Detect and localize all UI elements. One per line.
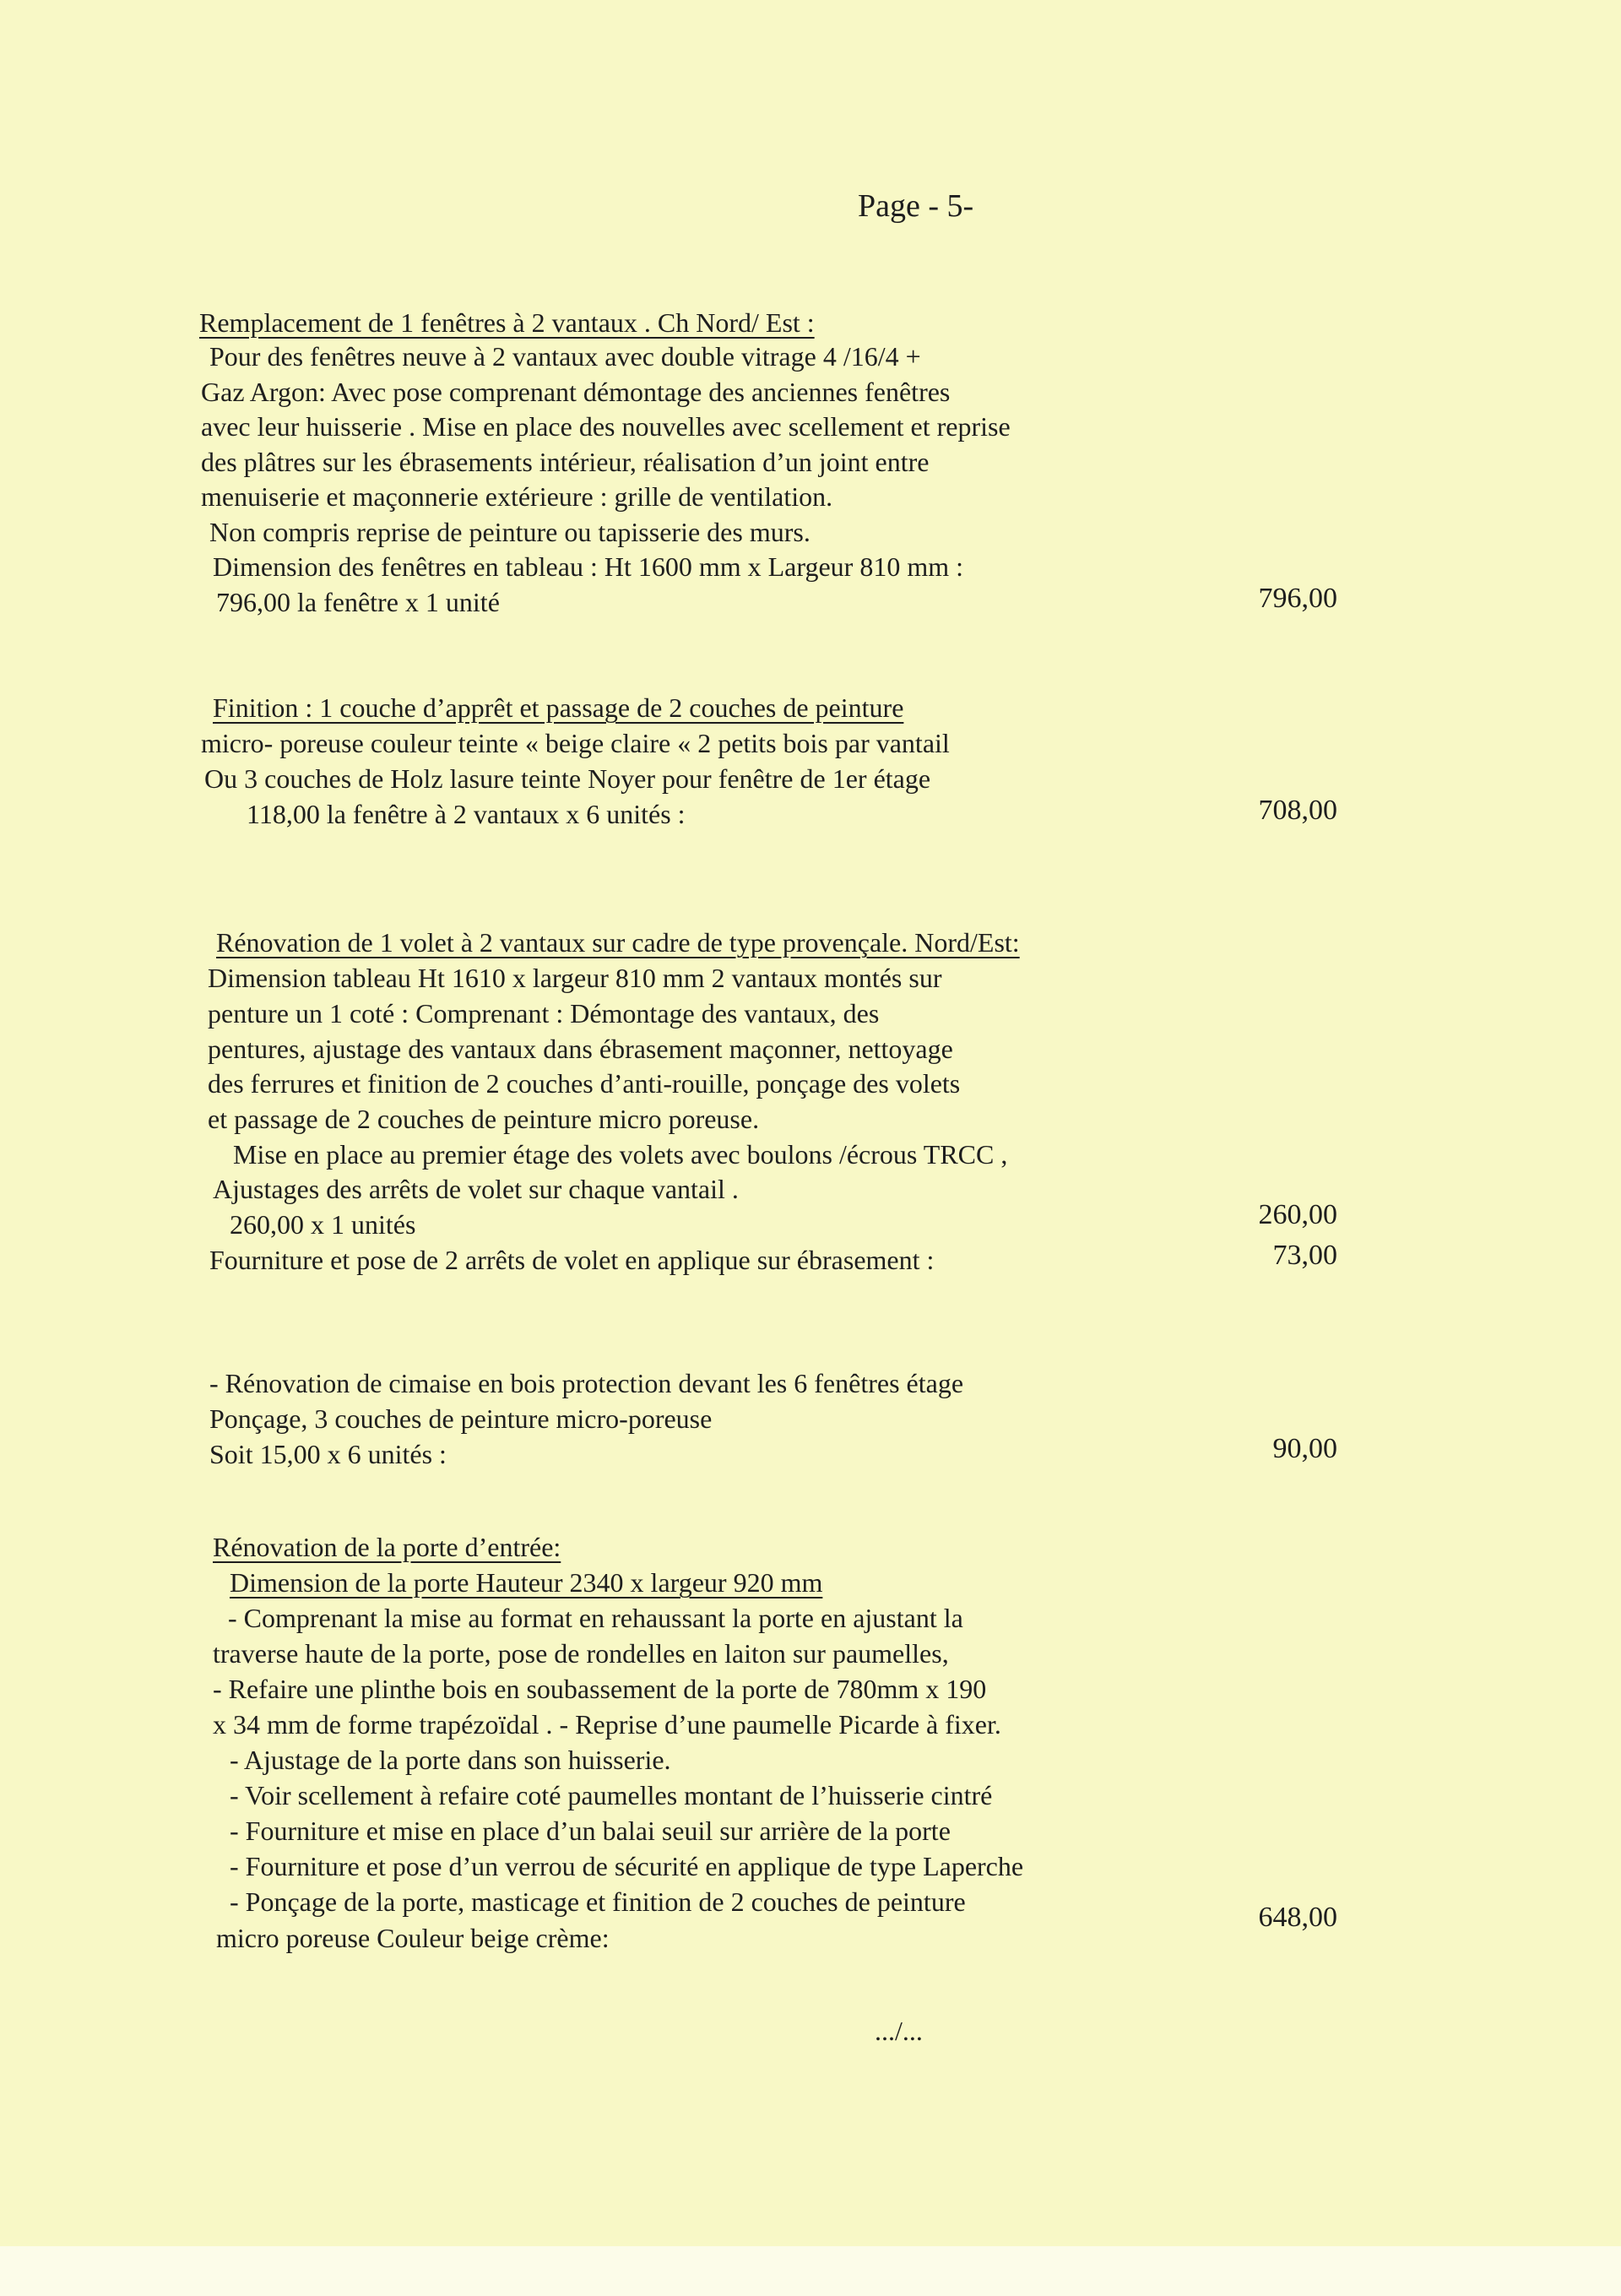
description-line: traverse haute de la porte, pose de rondelles en laiton sur paumelles,: [213, 1638, 949, 1669]
page-number: Page - 5-: [858, 188, 974, 224]
section-title: Finition : 1 couche d’apprêt et passage de 2 couches de peinture: [213, 692, 904, 723]
section-title: Remplacement de 1 fenêtres à 2 vantaux . Ch Nord/ Est :: [199, 307, 815, 338]
section-subtitle: Dimension de la porte Hauteur 2340 x largeur 920 mm: [230, 1567, 823, 1598]
supply-line: Fourniture et pose de 2 arrêts de volet en applique sur ébrasement :: [209, 1245, 935, 1275]
section-title: Rénovation de la porte d’entrée:: [213, 1532, 561, 1562]
description-line: Ajustages des arrêts de volet sur chaque vantail .: [213, 1174, 739, 1204]
description-line: Mise en place au premier étage des volets avec boulons /écrous TRCC ,: [233, 1139, 1008, 1170]
description-line: Non compris reprise de peinture ou tapisserie des murs.: [209, 517, 810, 547]
line-amount: 260,00: [1258, 1199, 1337, 1230]
line-amount: 796,00: [1258, 583, 1337, 614]
line-amount: 90,00: [1272, 1433, 1337, 1464]
description-line: Ou 3 couches de Holz lasure teinte Noyer pour fenêtre de 1er étage: [204, 763, 931, 794]
description-line: micro- poreuse couleur teinte « beige claire « 2 petits bois par vantail: [201, 728, 950, 758]
description-line: - Fourniture et pose d’un verrou de sécurité en applique de type Laperche: [230, 1851, 1024, 1881]
description-line: - Ponçage de la porte, masticage et finition de 2 couches de peinture: [230, 1886, 966, 1917]
quantity-line: 796,00 la fenêtre x 1 unité: [216, 587, 500, 617]
description-line: - Rénovation de cimaise en bois protection devant les 6 fenêtres étage: [209, 1368, 964, 1398]
section-title: Rénovation de 1 volet à 2 vantaux sur cadre de type provençale. Nord/Est:: [216, 927, 1020, 958]
line-amount: 648,00: [1258, 1902, 1337, 1933]
description-line: des plâtres sur les ébrasements intérieur, réalisation d’un joint entre: [201, 447, 930, 477]
description-line: x 34 mm de forme trapézoïdal . - Reprise d’une paumelle Picarde à fixer.: [213, 1709, 1001, 1740]
description-line: des ferrures et finition de 2 couches d’anti-rouille, ponçage des volets: [208, 1068, 961, 1099]
description-line: - Voir scellement à refaire coté paumelles montant de l’huisserie cintré: [230, 1780, 993, 1810]
description-line: - Refaire une plinthe bois en soubassement de la porte de 780mm x 190: [213, 1674, 987, 1704]
quantity-line: Soit 15,00 x 6 unités :: [209, 1439, 447, 1469]
description-line: avec leur huisserie . Mise en place des nouvelles avec scellement et reprise: [201, 411, 1011, 442]
description-line: Dimension des fenêtres en tableau : Ht 1600 mm x Largeur 810 mm :: [213, 551, 963, 582]
description-line: - Ajustage de la porte dans son huisserie.: [230, 1745, 671, 1775]
quantity-line: 118,00 la fenêtre à 2 vantaux x 6 unités :: [247, 799, 686, 829]
scan-margin: [0, 2246, 1621, 2296]
description-line: Ponçage, 3 couches de peinture micro-poreuse: [209, 1403, 713, 1434]
continuation-mark: .../...: [875, 2016, 923, 2046]
description-line: et passage de 2 couches de peinture micro poreuse.: [208, 1104, 760, 1134]
description-line: Dimension tableau Ht 1610 x largeur 810 mm 2 vantaux montés sur: [208, 963, 942, 993]
line-amount: 708,00: [1258, 795, 1337, 826]
line-amount: 73,00: [1272, 1240, 1337, 1271]
description-line: penture un 1 coté : Comprenant : Démontage des vantaux, des: [208, 998, 880, 1029]
description-line: Gaz Argon: Avec pose comprenant démontage des anciennes fenêtres: [201, 377, 951, 407]
description-line: micro poreuse Couleur beige crème:: [216, 1923, 610, 1953]
description-line: Pour des fenêtres neuve à 2 vantaux avec double vitrage 4 /16/4 +: [209, 341, 921, 372]
quantity-line: 260,00 x 1 unités: [230, 1209, 416, 1240]
description-line: pentures, ajustage des vantaux dans ébrasement maçonner, nettoyage: [208, 1034, 953, 1064]
description-line: menuiserie et maçonnerie extérieure : grille de ventilation.: [201, 481, 833, 512]
description-line: - Comprenant la mise au format en rehaussant la porte en ajustant la: [228, 1603, 963, 1633]
description-line: - Fourniture et mise en place d’un balai seuil sur arrière de la porte: [230, 1816, 951, 1846]
